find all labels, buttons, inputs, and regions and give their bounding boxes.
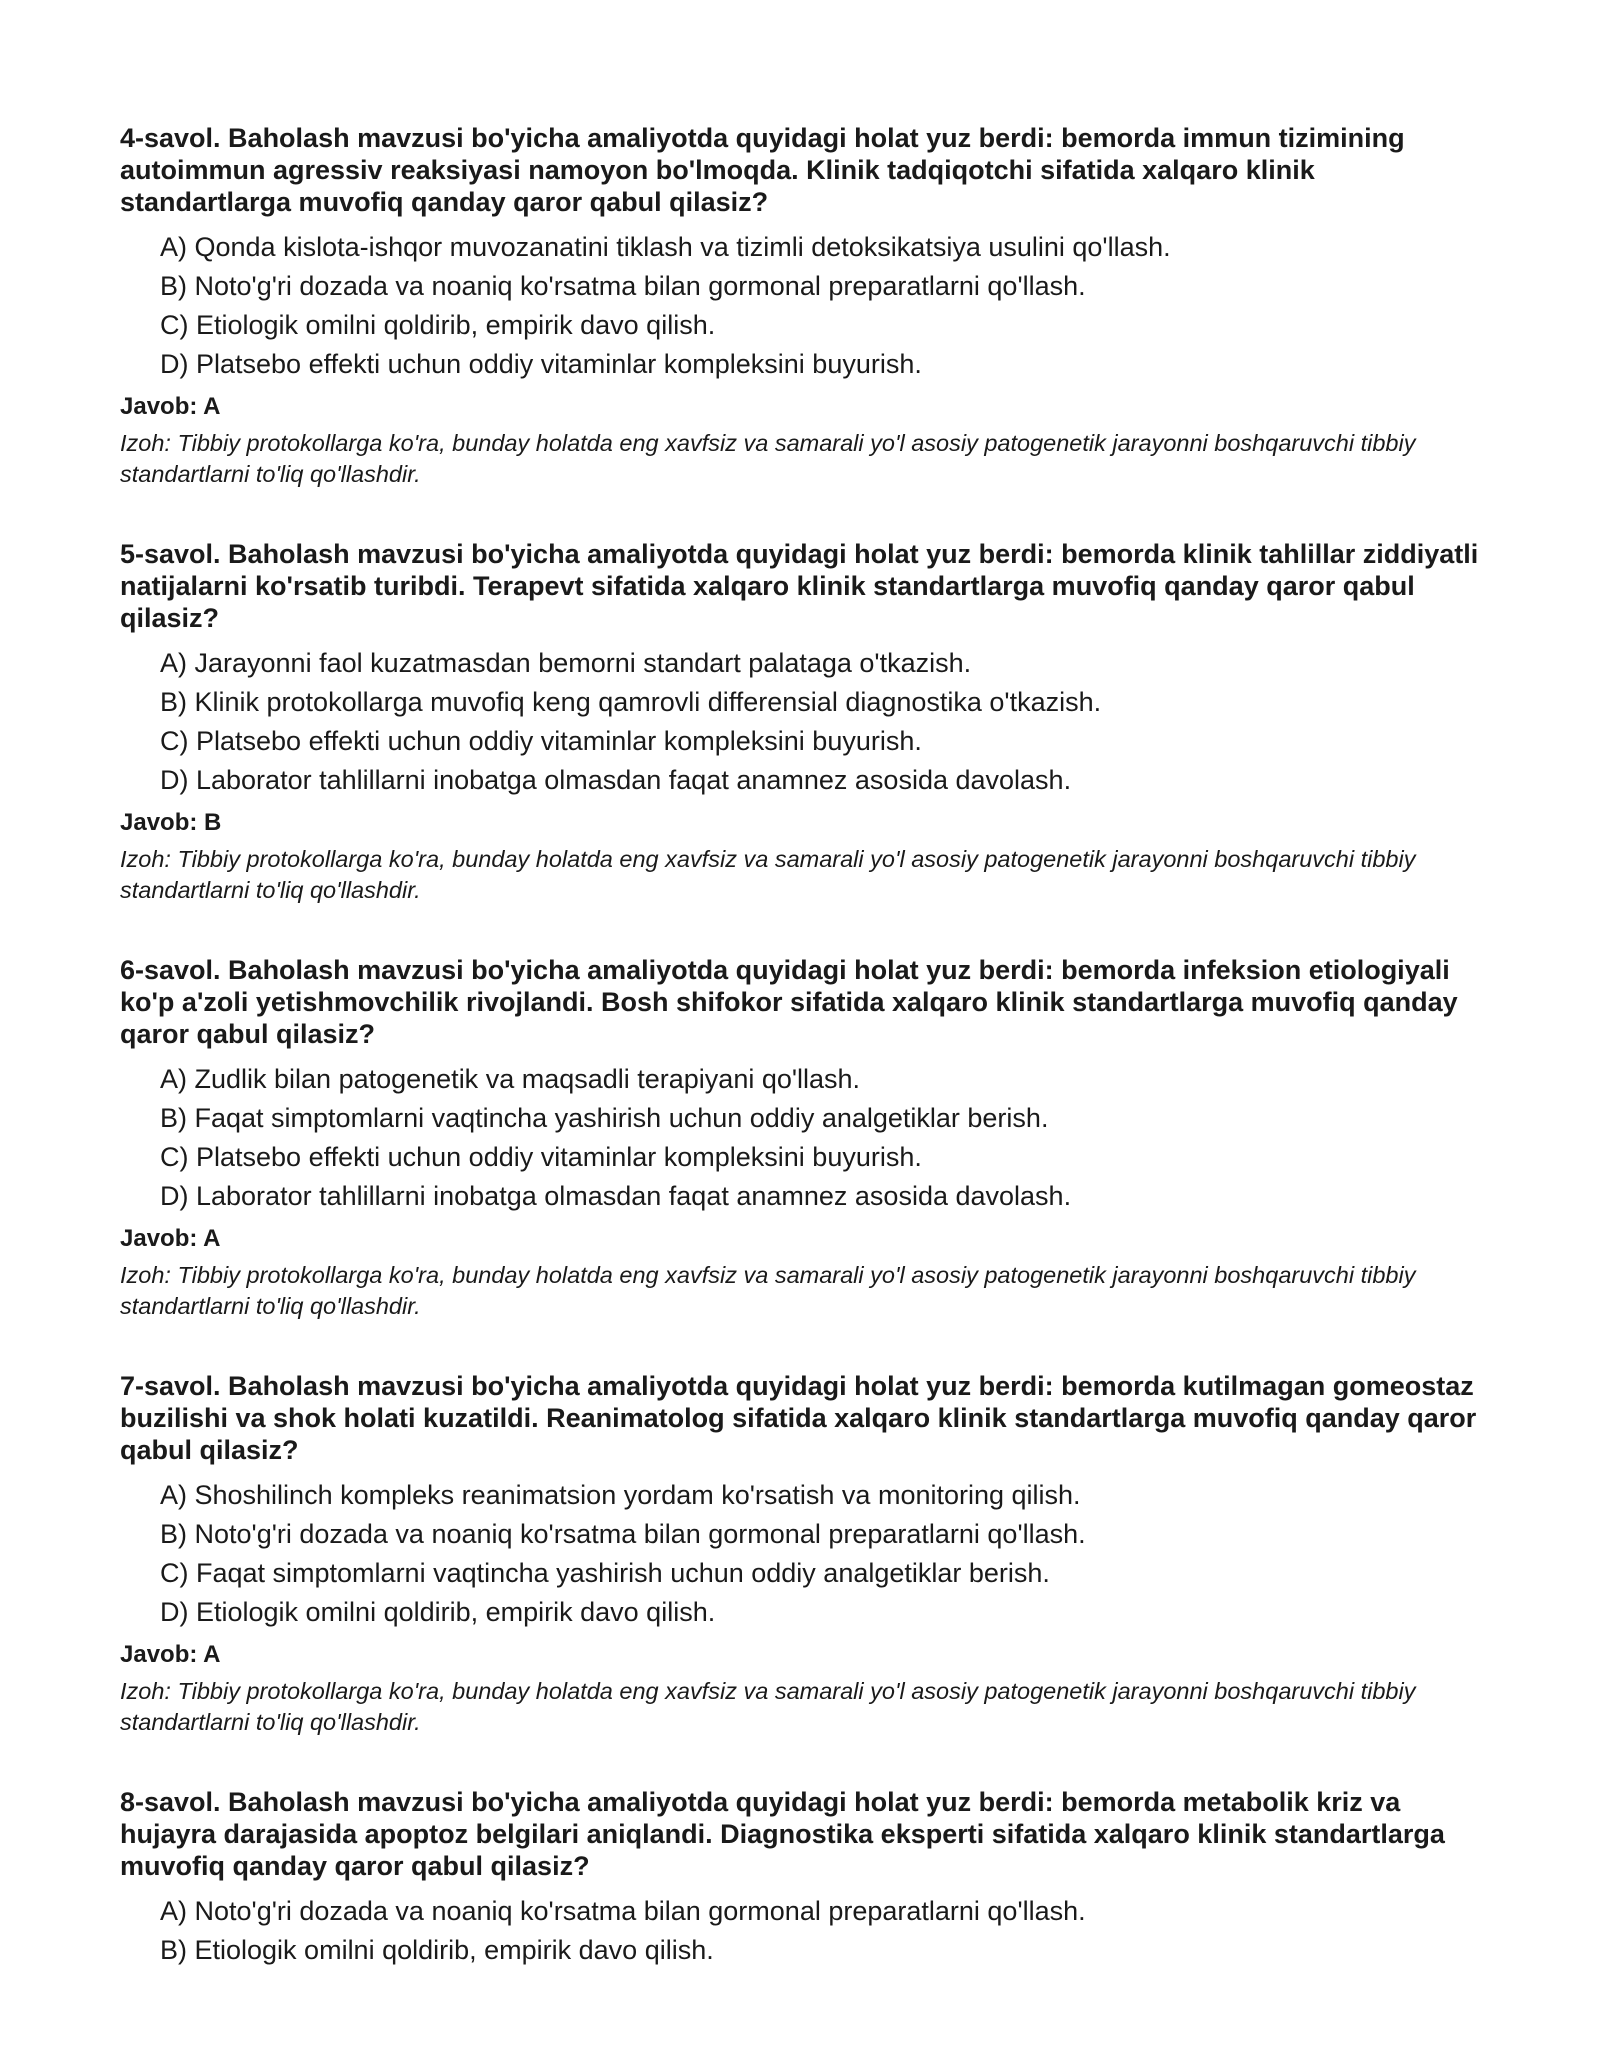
question-title: 8-savol. Baholash mavzusi bo'yicha amaliyotda quyidagi holat yuz berdi: bemorda metabolik kriz va hujayra darajasida apoptoz belgilari aniqlandi. Diagnostika eksperti sifatida xalqaro klinik standartlarga muvofiq qanday qaror qabul qilasiz? — [120, 1787, 1445, 1881]
answer-label: Javob: A — [120, 1225, 221, 1252]
answer-label: Javob: A — [120, 393, 221, 420]
explanation-text: Izoh: Tibbiy protokollarga ko'ra, bunday holatda eng xavfsiz va samarali yo'l asosiy patogenetik jarayonni boshqaruvchi tibbiy standartlarni to'liq qo'llashdir. — [120, 846, 1416, 903]
option-d: D) Etiologik omilni qoldirib, empirik davo qilish. — [160, 1597, 716, 1627]
explanation-text: Izoh: Tibbiy protokollarga ko'ra, bunday holatda eng xavfsiz va samarali yo'l asosiy patogenetik jarayonni boshqaruvchi tibbiy standartlarni to'liq qo'llashdir. — [120, 1678, 1416, 1735]
option-list — [120, 1060, 1480, 1216]
option-c: C) Platsebo effekti uchun oddiy vitaminlar kompleksini buyurish. — [160, 726, 922, 756]
option-list — [120, 1476, 1480, 1632]
option-list — [120, 228, 1480, 384]
option-b: B) Noto'g'ri dozada va noaniq ko'rsatma bilan gormonal preparatlarni qo'llash. — [160, 271, 1086, 301]
option-list — [120, 644, 1480, 800]
answer-label: Javob: B — [120, 809, 222, 836]
question-title: 7-savol. Baholash mavzusi bo'yicha amaliyotda quyidagi holat yuz berdi: bemorda kutilmagan gomeostaz buzilishi va shok holati kuzatildi. Reanimatolog sifatida xalqaro klinik standartlarga muvofiq qanday qaror qabul qilasiz? — [120, 1371, 1477, 1465]
option-a: A) Qonda kislota-ishqor muvozanatini tiklash va tizimli detoksikatsiya usulini qo'llash. — [160, 232, 1171, 262]
answer-label: Javob: A — [120, 1641, 221, 1668]
option-c: C) Faqat simptomlarni vaqtincha yashirish uchun oddiy analgetiklar berish. — [160, 1558, 1050, 1588]
option-d: D) Platsebo effekti uchun oddiy vitaminlar kompleksini buyurish. — [160, 349, 922, 379]
option-c: C) Platsebo effekti uchun oddiy vitaminlar kompleksini buyurish. — [160, 1142, 922, 1172]
option-a: A) Jarayonni faol kuzatmasdan bemorni standart palataga o'tkazish. — [160, 648, 972, 678]
question-block-5 — [120, 538, 1480, 906]
option-b: B) Faqat simptomlarni vaqtincha yashirish uchun oddiy analgetiklar berish. — [160, 1103, 1049, 1133]
explanation-text: Izoh: Tibbiy protokollarga ko'ra, bunday holatda eng xavfsiz va samarali yo'l asosiy patogenetik jarayonni boshqaruvchi tibbiy standartlarni to'liq qo'llashdir. — [120, 430, 1416, 487]
option-d: D) Laborator tahlillarni inobatga olmasdan faqat anamnez asosida davolash. — [160, 1181, 1072, 1211]
option-b: B) Noto'g'ri dozada va noaniq ko'rsatma bilan gormonal preparatlarni qo'llash. — [160, 1519, 1086, 1549]
option-a: A) Noto'g'ri dozada va noaniq ko'rsatma bilan gormonal preparatlarni qo'llash. — [160, 1896, 1086, 1926]
question-block-8 — [120, 1786, 1480, 1970]
option-c: C) Etiologik omilni qoldirib, empirik davo qilish. — [160, 310, 716, 340]
question-title: 4-savol. Baholash mavzusi bo'yicha amaliyotda quyidagi holat yuz berdi: bemorda immun tizimining autoimmun agressiv reaksiyasi namoyon bo'lmoqda. Klinik tadqiqotchi sifatida xalqaro klinik standartlarga muvofiq qanday qaror qabul qilasiz? — [120, 123, 1405, 217]
option-list — [120, 1892, 1480, 1970]
option-b: B) Etiologik omilni qoldirib, empirik davo qilish. — [160, 1935, 714, 1965]
option-a: A) Zudlik bilan patogenetik va maqsadli terapiyani qo'llash. — [160, 1064, 861, 1094]
question-title: 6-savol. Baholash mavzusi bo'yicha amaliyotda quyidagi holat yuz berdi: bemorda infeksion etiologiyali ko'p a'zoli yetishmovchilik rivojlandi. Bosh shifokor sifatida xalqaro klinik standartlarga muvofiq qanday qaror qabul qilasiz? — [120, 955, 1458, 1049]
explanation-text: Izoh: Tibbiy protokollarga ko'ra, bunday holatda eng xavfsiz va samarali yo'l asosiy patogenetik jarayonni boshqaruvchi tibbiy standartlarni to'liq qo'llashdir. — [120, 1262, 1416, 1319]
option-a: A) Shoshilinch kompleks reanimatsion yordam ko'rsatish va monitoring qilish. — [160, 1480, 1081, 1510]
question-block-7 — [120, 1370, 1480, 1738]
option-d: D) Laborator tahlillarni inobatga olmasdan faqat anamnez asosida davolash. — [160, 765, 1072, 795]
question-block-6 — [120, 954, 1480, 1322]
option-b: B) Klinik protokollarga muvofiq keng qamrovli differensial diagnostika o'tkazish. — [160, 687, 1102, 717]
question-block-4 — [120, 122, 1480, 490]
question-title: 5-savol. Baholash mavzusi bo'yicha amaliyotda quyidagi holat yuz berdi: bemorda klinik tahlillar ziddiyatli natijalarni ko'rsatib turibdi. Terapevt sifatida xalqaro klinik standartlarga muvofiq qanday qaror qabul qilasiz? — [120, 539, 1479, 633]
